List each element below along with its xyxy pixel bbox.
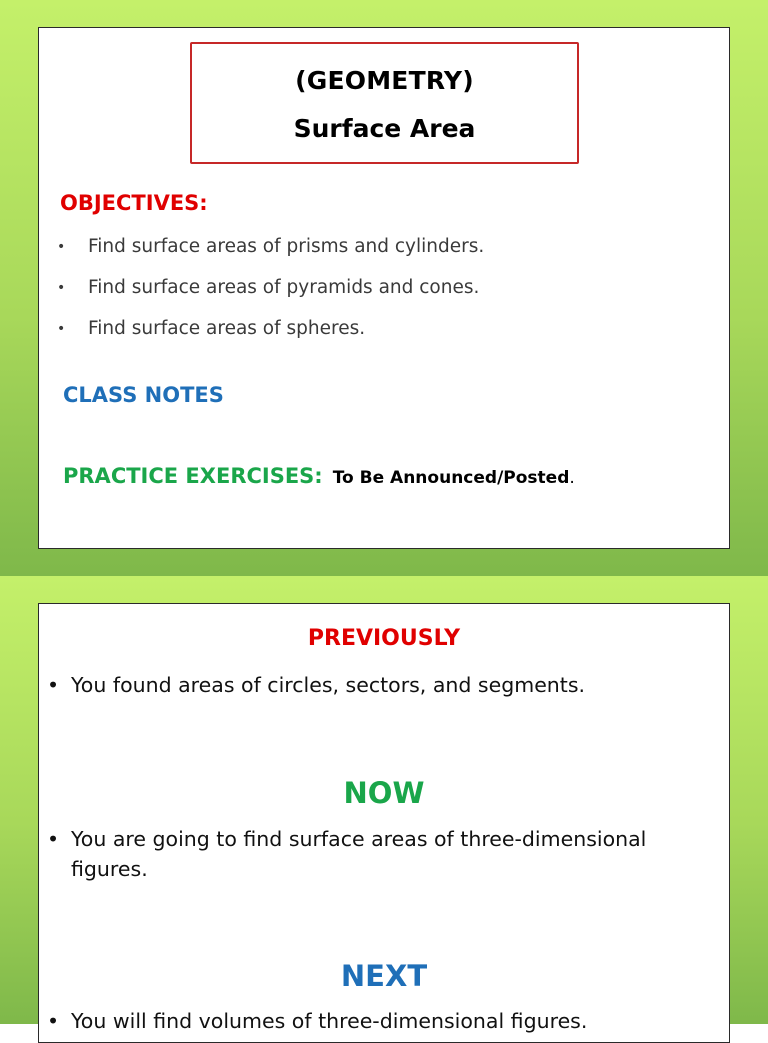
title-subject: (GEOMETRY) [295,66,474,95]
class-notes-heading: CLASS NOTES [63,383,224,407]
now-text: You are going to find surface areas of three-dimensional figures. [71,827,647,881]
previously-item [47,670,727,700]
title-box [190,42,579,164]
objectives-heading: OBJECTIVES: [60,191,208,215]
previously-heading: PREVIOUSLY [307,626,461,651]
now-item [47,824,727,884]
slide-overview [38,603,730,1043]
practice-exercises-period: . [569,468,575,488]
bullet: • [47,673,60,697]
bullet: • [57,280,66,296]
slide-objectives [38,27,730,549]
next-item [47,1006,727,1036]
practice-exercises-label: PRACTICE EXERCISES: [63,464,323,488]
practice-exercises-value: To Be Announced/Posted [332,468,570,488]
bullet: • [57,321,66,337]
now-heading: NOW [343,776,425,810]
next-heading: NEXT [340,959,428,993]
bullet: • [47,1009,60,1033]
previously-text: You found areas of circles, sectors, and segments. [71,673,586,697]
next-text: You will find volumes of three-dimensional figures. [71,1009,588,1033]
objective-text: Find surface areas of prisms and cylinders. [88,236,485,257]
title-topic: Surface Area [293,114,476,143]
bullet: • [47,827,60,851]
objective-text: Find surface areas of spheres. [88,318,366,339]
practice-exercises-row [63,464,575,488]
bullet: • [57,239,66,255]
objective-text: Find surface areas of pyramids and cones. [88,277,480,298]
